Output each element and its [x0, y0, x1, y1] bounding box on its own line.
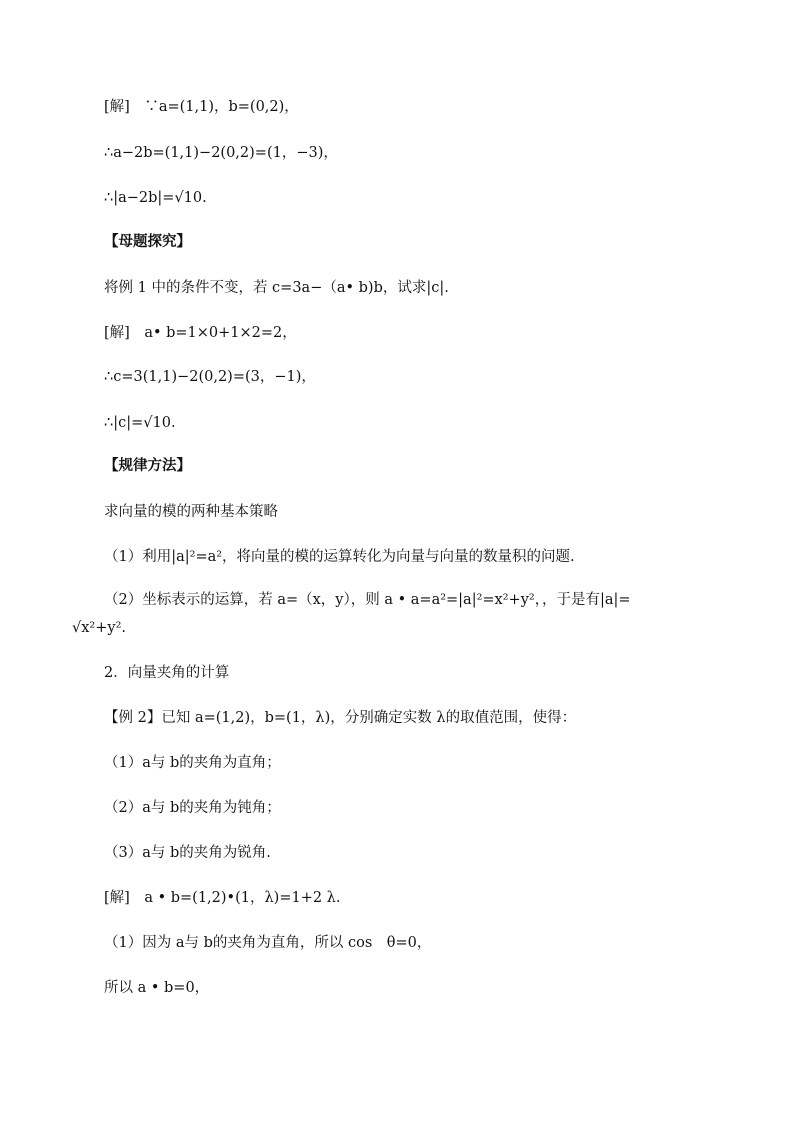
example-2-part-2: （2）a与 b的夹角为钝角；: [104, 800, 281, 816]
problem-statement: 将例 1 中的条件不变，若 c=3a−（a• b)b，试求|c|.: [104, 280, 449, 296]
example-2-part-1: （1）a与 b的夹角为直角；: [104, 755, 281, 771]
method-point-2: （2）坐标表示的运算，若 a=（x，y），则 a • a=a²=|a|²=x²+y²，，于是有|a|=: [104, 592, 631, 608]
method-point-1: （1）利用|a|²=a²，将向量的模的运算转化为向量与向量的数量积的问题.: [104, 549, 575, 565]
section-heading-method: 【规律方法】: [104, 457, 191, 474]
solution2-line-1: [解] a• b=1×0+1×2=2，: [104, 325, 297, 341]
method-intro: 求向量的模的两种基本策略: [104, 504, 278, 520]
example-2-solution-line-2: （1）因为 a与 b的夹角为直角，所以 cos θ=0，: [104, 935, 432, 951]
solution-line-2: ∴a−2b=(1,1)−2(0,2)=(1，−3)，: [104, 145, 338, 161]
example-2-solution-line-3: 所以 a • b=0，: [104, 980, 210, 996]
solution-line-1: [解] ∵a=(1,1)，b=(0,2)，: [104, 99, 299, 115]
section-heading-mother-problem: 【母题探究】: [104, 233, 191, 250]
example-2-statement: 【例 2】已知 a=(1,2)，b=(1，λ)，分别确定实数 λ的取值范围，使得：: [104, 710, 577, 726]
solution-line-3: ∴|a−2b|=√10.: [104, 190, 207, 206]
section-heading-angle: 2．向量夹角的计算: [104, 665, 230, 681]
solution2-line-2: ∴c=3(1,1)−2(0,2)=(3，−1)，: [104, 369, 316, 385]
example-2-part-3: （3）a与 b的夹角为锐角.: [104, 845, 271, 861]
example-2-solution-line-1: [解] a • b=(1,2)•(1，λ)=1+2 λ.: [104, 890, 341, 906]
solution2-line-3: ∴|c|=√10.: [104, 415, 176, 431]
method-point-2-continued: √x²+y².: [72, 620, 126, 636]
